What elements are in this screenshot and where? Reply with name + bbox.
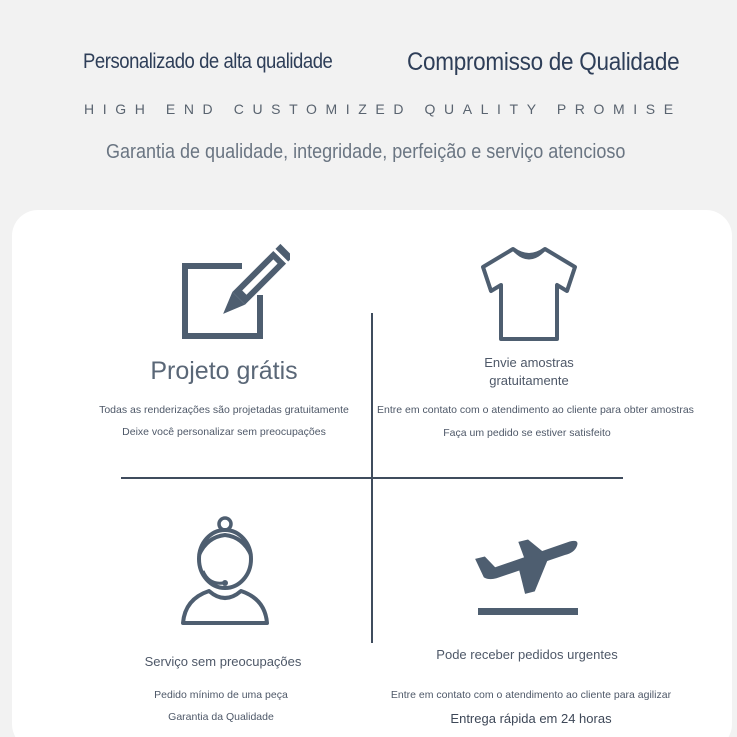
pen-on-board-icon (180, 243, 290, 343)
header (0, 0, 737, 200)
header-right-title: Compromisso de Qualidade (407, 48, 680, 76)
feature-2-title-line-2: gratuitamente (489, 373, 569, 388)
t-shirt-icon (477, 245, 581, 343)
feature-3-line-1: Pedido mínimo de uma peça (154, 689, 288, 701)
header-promise-tagline: HIGH END CUSTOMIZED QUALITY PROMISE (84, 101, 682, 117)
feature-1-title: Projeto grátis (150, 357, 298, 385)
header-left-title: Personalizado de alta qualidade (83, 50, 333, 73)
header-subtitle: Garantia de qualidade, integridade, perfeição e serviço atencioso (106, 141, 626, 163)
horizontal-divider (121, 477, 623, 479)
feature-3-line-2: Garantia da Qualidade (168, 711, 274, 723)
feature-1-line-2: Deixe você personalizar sem preocupações (122, 426, 326, 438)
feature-2-title-line-1: Envie amostras (484, 355, 574, 370)
feature-4-line-2: Entrega rápida em 24 horas (450, 711, 612, 726)
feature-2-line-1: Entre em contato com o atendimento ao cliente para obter amostras (377, 404, 694, 416)
feature-4-title: Pode receber pedidos urgentes (436, 647, 618, 662)
feature-3-title: Serviço sem preocupações (144, 654, 302, 669)
airplane-takeoff-icon (474, 522, 582, 622)
feature-4-line-1: Entre em contato com o atendimento ao cliente para agilizar (390, 689, 672, 701)
customer-service-agent-icon (179, 515, 271, 627)
feature-2-line-2: Faça um pedido se estiver satisfeito (443, 427, 611, 439)
feature-1-line-1: Todas as renderizações são projetadas gratuitamente (99, 404, 349, 416)
